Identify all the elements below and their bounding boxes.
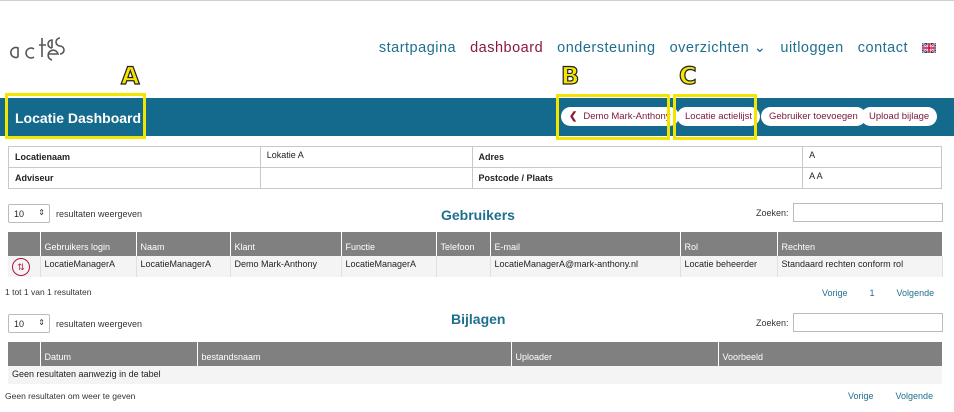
adres-label: Adres [472, 147, 803, 168]
bijlagen-title: Bijlagen [451, 311, 506, 327]
adviseur-label: Adviseur [9, 168, 261, 189]
bijlagen-header-row [8, 342, 942, 366]
bijlagen-page-length-select[interactable] [8, 314, 50, 333]
bijlagen-table [8, 342, 943, 384]
cell-klant: Demo Mark-Anthony [230, 256, 341, 277]
gebruikers-header-row [8, 232, 942, 256]
table-row-empty [8, 366, 942, 384]
demo-klant-label: Demo Mark-Anthony [583, 111, 671, 122]
bijlagen-search-input[interactable] [793, 313, 943, 332]
nav-uitloggen[interactable]: uitloggen [780, 40, 844, 56]
column-header-datum[interactable]: Datum [40, 342, 197, 366]
column-header-uploader[interactable]: Uploader [511, 342, 718, 366]
highlight-box-c [673, 94, 757, 140]
gebruikers-search-input[interactable] [793, 203, 943, 222]
select-arrows-icon: ⇕ [38, 318, 45, 327]
edit-user-icon[interactable]: ⇅ [12, 258, 30, 276]
locatienaam-label: Locatienaam [9, 147, 261, 168]
nav-startpagina[interactable]: startpagina [378, 40, 457, 56]
cell-naam: LocatieManagerA [136, 256, 230, 277]
column-header-naam[interactable]: Naam [136, 232, 230, 256]
cell-email: LocatieManagerA@mark-anthony.nl [490, 256, 680, 277]
column-header-rechten[interactable]: Rechten [777, 232, 942, 256]
empty-table-message: Geen resultaten aanwezig in de tabel [8, 366, 942, 384]
gebruikers-page-length-select[interactable] [8, 204, 50, 223]
upload-bijlage-button[interactable]: Upload bijlage [861, 107, 937, 126]
location-info-table [8, 146, 942, 189]
chevron-left-icon: ❮ [569, 111, 578, 122]
page-title: Locatie Dashboard [15, 110, 142, 126]
nav-contact[interactable]: contact [857, 40, 908, 56]
cell-rol: Locatie beheerder [680, 256, 777, 277]
cell-telefoon [436, 256, 490, 277]
annotation-marker-c: C [679, 62, 697, 90]
bijlagen-prev-button[interactable]: Vorige [848, 391, 874, 401]
gebruikers-page-length-value: 10 [14, 209, 25, 219]
bijlagen-pagination [848, 391, 933, 401]
nav-overzichten[interactable]: overzichten ⌄ [669, 40, 767, 56]
column-header-action[interactable] [8, 232, 40, 256]
postcode-label: Postcode / Plaats [472, 168, 803, 189]
column-header-action[interactable] [8, 342, 40, 366]
gebruikers-table [8, 232, 943, 277]
cell-functie: LocatieManagerA [341, 256, 436, 277]
column-header-functie[interactable]: Functie [341, 232, 436, 256]
column-header-bestandsnaam[interactable]: bestandsnaam [197, 342, 511, 366]
top-border [0, 0, 954, 1]
cell-login: LocatieManagerA [40, 256, 136, 277]
main-nav [379, 40, 936, 56]
annotation-marker-a: A [121, 62, 140, 90]
bijlagen-length-text: resultaten weergeven [56, 319, 143, 329]
adviseur-value [260, 168, 472, 189]
uk-flag-icon[interactable] [922, 43, 936, 53]
column-header-klant[interactable]: Klant [230, 232, 341, 256]
column-header-telefoon[interactable]: Telefoon [436, 232, 490, 256]
adres-value: A [803, 147, 942, 168]
annotation-marker-b: B [561, 62, 580, 90]
gebruikers-title: Gebruikers [441, 207, 515, 223]
column-header-login[interactable]: Gebruikers login [40, 232, 136, 256]
gebruikers-result-info: 1 tot 1 van 1 resultaten [5, 287, 92, 297]
locatie-actielijst-button[interactable]: Locatie actielijst [677, 107, 760, 126]
row-action-cell [8, 256, 40, 277]
highlight-box-a [5, 93, 146, 139]
bijlagen-result-info: Geen resultaten om weer te geven [5, 391, 136, 401]
bijlagen-page-length-value: 10 [14, 319, 25, 329]
gebruikers-pagination [822, 288, 934, 298]
gebruiker-toevoegen-button[interactable]: Gebruiker toevoegen [761, 107, 866, 126]
gebruikers-prev-button[interactable]: Vorige [822, 288, 848, 298]
gebruikers-next-button[interactable]: Volgende [896, 288, 935, 298]
column-header-email[interactable]: E-mail [490, 232, 680, 256]
column-header-rol[interactable]: Rol [680, 232, 777, 256]
bijlagen-next-button[interactable]: Volgende [895, 391, 934, 401]
nav-ondersteuning[interactable]: ondersteuning [557, 40, 656, 56]
bijlagen-search-label: Zoeken: [756, 318, 789, 328]
gebruikers-length-text: resultaten weergeven [56, 209, 143, 219]
highlight-box-b [556, 94, 670, 140]
postcode-value: A A [803, 168, 942, 189]
acties-logo[interactable] [8, 30, 80, 62]
gebruikers-page-1-button[interactable]: 1 [869, 288, 875, 298]
nav-dashboard[interactable]: dashboard [470, 40, 544, 56]
cell-rechten: Standaard rechten conform rol [777, 256, 942, 277]
gebruikers-search-label: Zoeken: [756, 208, 789, 218]
select-arrows-icon: ⇕ [38, 208, 45, 217]
column-header-voorbeeld[interactable]: Voorbeeld [718, 342, 942, 366]
locatienaam-value: Lokatie A [260, 147, 472, 168]
table-row [8, 256, 942, 277]
